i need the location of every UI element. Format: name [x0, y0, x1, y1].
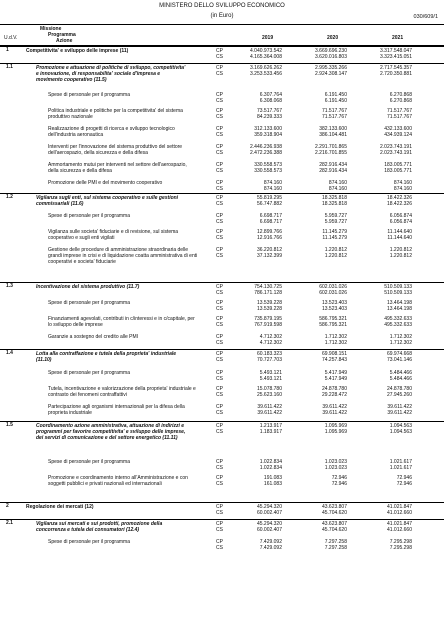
row-description: Garanzie a sostegno del credito alle PMI	[48, 334, 139, 340]
azione-row	[0, 161, 444, 179]
cs-value: 27.945.260	[386, 392, 412, 398]
cs-value: 2.924.308.147	[315, 71, 347, 77]
cp-label: CP	[216, 213, 223, 219]
cs-value: 1.095.969	[324, 429, 347, 435]
row-description: Coordinamento azione amministrativa, attuazione di indirizzi e programmi per favorire competitivita' e sviluppo delle imprese, dei servizi di comunicazione e del settore energetico (11.11)	[36, 423, 186, 441]
cs-value: 6.270.868	[389, 98, 412, 104]
cp-value: 1.712.302	[389, 334, 412, 340]
cp-value: 1.712.302	[324, 334, 347, 340]
cs-value: 5.493.121	[259, 376, 282, 382]
cp-value: 13.539.228	[256, 300, 282, 306]
cs-value: 386.104.481	[319, 132, 347, 138]
cs-value: 13.539.228	[256, 306, 282, 312]
cp-label: CP	[216, 423, 223, 429]
cs-value: 72.946	[396, 481, 412, 487]
azione-row	[0, 125, 444, 143]
cp-value: 6.698.717	[259, 213, 282, 219]
missione-row	[0, 46, 444, 63]
cp-value: 432.133.600	[384, 126, 412, 132]
cs-value: 41.012.660	[386, 510, 412, 516]
cp-value: 13.523.403	[321, 300, 347, 306]
cp-value: 71.517.767	[321, 108, 347, 114]
row-description: Incentivazione del sistema produttivo (11.7)	[36, 284, 140, 290]
cp-value: 1.220.812	[324, 247, 347, 253]
cp-value: 73.517.767	[256, 108, 282, 114]
cp-value: 13.464.198	[386, 300, 412, 306]
cs-value: 6.056.874	[389, 219, 412, 225]
cs-value: 39.611.422	[387, 410, 412, 416]
cs-value: 2.720.350.881	[380, 71, 412, 77]
cp-value: 72.946	[396, 475, 412, 481]
cs-label: CS	[216, 150, 223, 156]
row-description: Spese di personale per il programma	[48, 300, 130, 306]
cp-label: CP	[216, 300, 223, 306]
cp-value: 2.291.701.865	[315, 144, 347, 150]
cs-value: 2.023.743.191	[380, 150, 412, 156]
azione-row	[0, 143, 444, 161]
cp-value: 754.130.725	[254, 284, 282, 290]
cp-value: 6.307.764	[259, 92, 282, 98]
row-description: Politica industriale e politiche per la competitivita' del sistema produttivo nazionale	[48, 108, 183, 120]
cp-value: 18.422.326	[386, 195, 412, 201]
cs-value: 7.295.298	[389, 545, 412, 551]
cs-label: CS	[216, 510, 223, 516]
programma-row	[0, 519, 444, 538]
cs-value: 359.318.904	[254, 132, 282, 138]
cp-label: CP	[216, 459, 223, 465]
cs-value: 330.558.573	[254, 168, 282, 174]
cs-value: 60.002.407	[256, 527, 282, 533]
cs-label: CS	[216, 114, 223, 120]
row-number: 1.3	[6, 283, 13, 289]
cp-value: 586.795.321	[319, 316, 347, 322]
cs-value: 71.517.767	[386, 114, 412, 120]
cs-value: 37.132.399	[256, 253, 282, 259]
row-description: Interventi per l'innovazione del sistema produttivo del settore dell'aerospazio, della sicurezza e della difesa	[48, 144, 183, 156]
row-description: Spese di personale per il programma	[48, 539, 130, 545]
cs-value: 874.160	[328, 186, 347, 192]
document-code: 030/609/1	[413, 14, 438, 20]
azione-row	[0, 212, 444, 228]
cs-value: 510.509.133	[384, 290, 412, 296]
cp-value: 602.031.026	[319, 284, 347, 290]
cp-value: 41.021.847	[386, 521, 412, 527]
cs-value: 74.257.843	[321, 357, 347, 363]
cs-value: 161.083	[263, 481, 282, 487]
cs-label: CS	[216, 545, 223, 551]
cp-label: CP	[216, 404, 223, 410]
cs-label: CS	[216, 481, 223, 487]
row-number: 1.5	[6, 422, 13, 428]
azione-row	[0, 474, 444, 502]
cp-value: 43.623.807	[321, 521, 347, 527]
cp-value: 7.297.258	[324, 539, 347, 545]
row-description: Vigilanza sugli enti, sul sistema cooperativo e sulle gestioni commissariali (11.6)	[36, 195, 179, 207]
cs-label: CS	[216, 132, 223, 138]
cp-value: 18.325.818	[321, 195, 347, 201]
row-description: Ammortamento mutui per interventi nel settore dell'aerospazio, della sicurezza e della difesa	[48, 162, 187, 174]
cp-value: 1.094.563	[389, 423, 412, 429]
cs-value: 4.712.302	[259, 340, 282, 346]
cs-label: CS	[216, 340, 223, 346]
programma-row	[0, 193, 444, 212]
row-description: Vigilanza sulle societa' fiduciarie e di revisione, sul sistema cooperativo e sugli enti vigilati	[48, 229, 179, 241]
cp-value: 5.959.727	[324, 213, 347, 219]
cp-value: 312.133.600	[254, 126, 282, 132]
cp-value: 382.133.600	[319, 126, 347, 132]
cs-value: 18.325.818	[321, 201, 347, 207]
cs-value: 71.517.767	[321, 114, 347, 120]
row-number: 1	[6, 47, 9, 53]
cs-value: 874.160	[393, 186, 412, 192]
currency-unit: (in Euro)	[210, 13, 234, 19]
cs-label: CS	[216, 219, 223, 225]
row-description: Vigilanza sui mercati e sui prodotti, promozione della concorrenza e tutela dei consumatori (12.4)	[36, 521, 163, 533]
row-description: Lotta alla contraffazione e tutela della proprieta' industriale (11.10)	[36, 351, 177, 363]
cp-value: 7.429.092	[259, 539, 282, 545]
cp-label: CP	[216, 126, 223, 132]
cs-value: 70.727.703	[256, 357, 282, 363]
cp-value: 1.213.917	[259, 423, 282, 429]
cp-label: CP	[216, 504, 223, 510]
azione-row	[0, 107, 444, 125]
cs-value: 282.916.434	[319, 168, 347, 174]
cs-value: 41.012.660	[386, 527, 412, 533]
cs-value: 39.611.422	[257, 410, 282, 416]
cp-value: 45.294.320	[256, 504, 282, 510]
cs-value: 11.145.279	[322, 235, 347, 241]
cp-value: 5.484.466	[389, 370, 412, 376]
cs-value: 3.253.533.456	[250, 71, 282, 77]
missione-header: Missione	[40, 26, 62, 32]
cp-label: CP	[216, 229, 223, 235]
cs-value: 3.323.415.051	[380, 54, 412, 60]
cp-value: 39.611.422	[257, 404, 282, 410]
cs-value: 1.094.563	[389, 429, 412, 435]
cs-value: 73.041.146	[386, 357, 412, 363]
cs-value: 60.002.407	[256, 510, 282, 516]
azione-row	[0, 91, 444, 107]
cs-value: 12.916.766	[256, 235, 282, 241]
cs-value: 1.220.812	[324, 253, 347, 259]
cp-label: CP	[216, 370, 223, 376]
cp-value: 39.611.422	[322, 404, 347, 410]
cs-value: 1.022.834	[259, 465, 282, 471]
cs-value: 602.031.026	[319, 290, 347, 296]
cs-value: 5.959.727	[324, 219, 347, 225]
cs-value: 7.429.092	[259, 545, 282, 551]
cp-value: 6.270.868	[389, 92, 412, 98]
cp-value: 2.446.236.938	[250, 144, 282, 150]
cs-value: 1.023.023	[324, 465, 347, 471]
cs-label: CS	[216, 410, 223, 416]
programma-row	[0, 349, 444, 369]
programma-row	[0, 421, 444, 458]
cp-label: CP	[216, 386, 223, 392]
row-description: Spese di personale per il programma	[48, 370, 130, 376]
cp-value: 1.022.834	[259, 459, 282, 465]
azione-row	[0, 403, 444, 421]
cs-value: 1.712.302	[324, 340, 347, 346]
cs-label: CS	[216, 290, 223, 296]
cp-label: CP	[216, 195, 223, 201]
cs-label: CS	[216, 392, 223, 398]
cs-value: 1.021.617	[389, 465, 412, 471]
cp-value: 55.819.295	[256, 195, 282, 201]
cs-value: 5.417.949	[324, 376, 347, 382]
cp-value: 6.056.874	[389, 213, 412, 219]
cs-label: CS	[216, 357, 223, 363]
row-number: 2	[6, 503, 9, 509]
cs-label: CS	[216, 186, 223, 192]
cp-label: CP	[216, 334, 223, 340]
cp-value: 2.717.545.357	[380, 65, 412, 71]
cp-value: 39.611.422	[387, 404, 412, 410]
row-number: 1.2	[6, 194, 13, 200]
cs-label: CS	[216, 527, 223, 533]
cs-value: 72.946	[331, 481, 347, 487]
cp-value: 4.712.302	[259, 334, 282, 340]
row-description: Gestione delle procedure di amministrazione straordinaria delle grandi imprese in crisi e di liquidazione coatta amministrativa di enti cooperativi e societa' fiduciarie	[48, 247, 198, 265]
cp-value: 282.916.434	[319, 162, 347, 168]
cp-value: 1.023.023	[324, 459, 347, 465]
azione-row	[0, 538, 444, 554]
cs-label: CS	[216, 168, 223, 174]
cs-label: CS	[216, 322, 223, 328]
cp-label: CP	[216, 92, 223, 98]
cp-value: 24.878.780	[386, 386, 412, 392]
cp-value: 45.294.320	[256, 521, 282, 527]
cs-value: 56.747.882	[256, 201, 282, 207]
cp-label: CP	[216, 284, 223, 290]
cp-value: 69.974.668	[386, 351, 412, 357]
cp-value: 495.332.633	[384, 316, 412, 322]
cs-label: CS	[216, 465, 223, 471]
cs-label: CS	[216, 71, 223, 77]
cs-value: 874.160	[263, 186, 282, 192]
cp-value: 11.145.279	[322, 229, 347, 235]
cs-value: 13.464.198	[386, 306, 412, 312]
cp-value: 15.078.780	[256, 386, 282, 392]
cp-value: 2.995.335.266	[315, 65, 347, 71]
missione-row	[0, 502, 444, 519]
cp-value: 874.160	[328, 180, 347, 186]
udv-header: U.d.V.	[4, 35, 18, 41]
cs-value: 4.165.364.008	[250, 54, 282, 60]
cs-value: 2.216.701.855	[315, 150, 347, 156]
budget-table	[0, 46, 444, 554]
cp-value: 735.879.195	[254, 316, 282, 322]
cp-value: 330.558.573	[254, 162, 282, 168]
cs-label: CS	[216, 201, 223, 207]
cs-value: 45.704.620	[321, 510, 347, 516]
cs-value: 29.228.472	[321, 392, 347, 398]
row-description: Spese di personale per il programma	[48, 213, 130, 219]
row-description: Promozione delle PMI e del movimento cooperativo	[48, 180, 163, 186]
row-description: Promozione e coordinamento interno all'Amministrazione e con soggetti pubblici e privati nazionali ed internazionali	[48, 475, 188, 487]
cp-value: 24.878.780	[321, 386, 347, 392]
azione-row	[0, 333, 444, 349]
cp-value: 43.623.807	[321, 504, 347, 510]
cs-value: 39.611.422	[322, 410, 347, 416]
cp-value: 36.220.812	[256, 247, 282, 253]
cp-label: CP	[216, 521, 223, 527]
cs-label: CS	[216, 376, 223, 382]
azione-row	[0, 315, 444, 333]
row-description: Spese di personale per il programma	[48, 92, 130, 98]
azione-row	[0, 458, 444, 474]
cs-label: CS	[216, 98, 223, 104]
cp-label: CP	[216, 475, 223, 481]
cs-value: 7.297.258	[324, 545, 347, 551]
cs-value: 25.623.160	[256, 392, 282, 398]
cp-label: CP	[216, 351, 223, 357]
cp-value: 1.095.969	[324, 423, 347, 429]
cs-value: 2.472.236.388	[250, 150, 282, 156]
year-2019-header: 2019	[262, 35, 274, 41]
cp-value: 12.899.766	[256, 229, 282, 235]
cp-value: 3.669.696.230	[315, 48, 347, 54]
row-description: Finanziamenti agevolati, contributi in c/interessi e in c/capitale, per lo sviluppo delle imprese	[48, 316, 195, 328]
cs-label: CS	[216, 429, 223, 435]
programma-header: Programma	[48, 32, 76, 38]
row-description: Spese di personale per il programma	[48, 459, 130, 465]
cs-value: 767.919.598	[254, 322, 282, 328]
row-description: Partecipazione agli organismi internazionali per la difesa della proprieta industriale	[48, 404, 185, 416]
cp-value: 1.220.812	[389, 247, 412, 253]
cp-value: 5.493.121	[259, 370, 282, 376]
cp-value: 41.021.847	[386, 504, 412, 510]
cs-value: 1.220.812	[389, 253, 412, 259]
row-description: Regolazione dei mercati (12)	[26, 504, 94, 510]
programma-row	[0, 282, 444, 299]
cs-label: CS	[216, 235, 223, 241]
year-2020-header: 2020	[327, 35, 339, 41]
cs-value: 13.523.403	[321, 306, 347, 312]
cs-value: 434.939.124	[384, 132, 412, 138]
cs-value: 6.308.068	[259, 98, 282, 104]
cs-value: 6.698.717	[259, 219, 282, 225]
cp-label: CP	[216, 162, 223, 168]
cs-value: 18.422.326	[386, 201, 412, 207]
azione-row	[0, 228, 444, 246]
azione-header: Azione	[56, 38, 73, 44]
cp-value: 5.417.949	[324, 370, 347, 376]
cp-value: 874.160	[263, 180, 282, 186]
row-number: 1.4	[6, 350, 13, 356]
cp-label: CP	[216, 108, 223, 114]
cp-value: 72.946	[331, 475, 347, 481]
azione-row	[0, 246, 444, 282]
cp-value: 191.083	[263, 475, 282, 481]
cp-label: CP	[216, 539, 223, 545]
cp-label: CP	[216, 48, 223, 54]
programma-row	[0, 63, 444, 91]
row-number: 2.1	[6, 520, 13, 526]
cp-label: CP	[216, 180, 223, 186]
cp-value: 71.517.767	[386, 108, 412, 114]
row-description: Promozione e attuazione di politiche di sviluppo, competitivita' e innovazione, di responsabilita' sociale d'impresa e movimento cooperativo (11.5)	[36, 65, 186, 83]
azione-row	[0, 299, 444, 315]
azione-row	[0, 369, 444, 385]
cp-value: 60.183.323	[256, 351, 282, 357]
cp-value: 4.040.973.542	[250, 48, 282, 54]
cp-label: CP	[216, 144, 223, 150]
cp-label: CP	[216, 247, 223, 253]
row-description: Realizzazione di progetti di ricerca e sviluppo tecnologico dell'industria aeronautica	[48, 126, 175, 138]
cp-value: 3.317.548.047	[380, 48, 412, 54]
azione-row	[0, 179, 444, 193]
row-number: 1.1	[6, 64, 13, 70]
cs-value: 495.332.633	[384, 322, 412, 328]
ministry-title: MINISTERO DELLO SVILUPPO ECONOMICO	[159, 3, 285, 9]
cp-label: CP	[216, 65, 223, 71]
cp-value: 2.023.743.191	[380, 144, 412, 150]
cp-value: 1.021.617	[389, 459, 412, 465]
row-description: Competitivita' e sviluppo delle imprese (11)	[26, 48, 129, 54]
cp-value: 874.160	[393, 180, 412, 186]
cp-value: 7.295.298	[389, 539, 412, 545]
cs-value: 45.704.620	[321, 527, 347, 533]
column-header	[0, 24, 444, 46]
cs-value: 6.191.450	[324, 98, 347, 104]
azione-row	[0, 385, 444, 403]
cp-value: 3.169.626.262	[250, 65, 282, 71]
cs-value: 11.144.640	[387, 235, 412, 241]
cs-value: 3.620.016.803	[315, 54, 347, 60]
cs-value: 5.484.466	[389, 376, 412, 382]
cs-label: CS	[216, 306, 223, 312]
cs-value: 1.183.917	[259, 429, 282, 435]
cs-value: 84.239.333	[256, 114, 282, 120]
row-description: Tutela, incentivazione e valorizzazione della proprieta' industriale e contrasto dei fenomeni contraffattivi	[48, 386, 196, 398]
cs-value: 786.171.128	[254, 290, 282, 296]
cp-label: CP	[216, 316, 223, 322]
cs-value: 1.712.302	[389, 340, 412, 346]
year-2021-header: 2021	[392, 35, 404, 41]
cp-value: 11.144.640	[387, 229, 412, 235]
cs-label: CS	[216, 54, 223, 60]
cs-value: 586.795.321	[319, 322, 347, 328]
cs-value: 183.005.771	[384, 168, 412, 174]
cp-value: 6.191.450	[324, 92, 347, 98]
cs-label: CS	[216, 253, 223, 259]
cp-value: 69.908.151	[321, 351, 347, 357]
cp-value: 510.509.133	[384, 284, 412, 290]
cp-value: 183.005.771	[384, 162, 412, 168]
